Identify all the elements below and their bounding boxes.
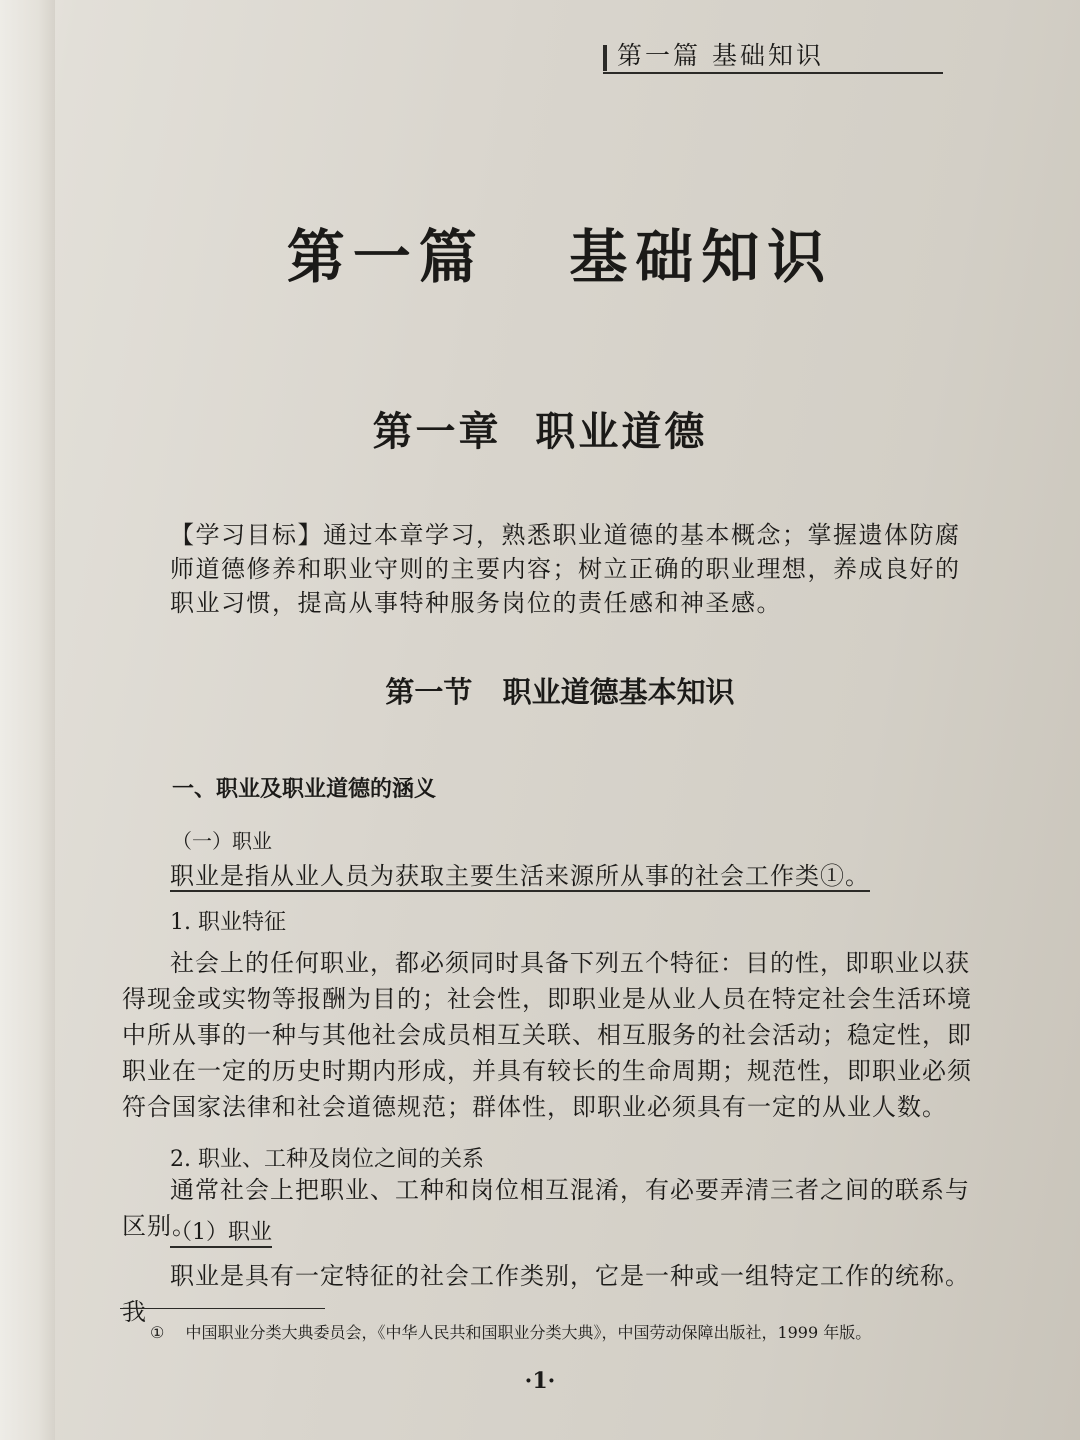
footnote-text: 中国职业分类大典委员会，《中华人民共和国职业分类大典》，中国劳动保障出版社，1999 年版。 <box>185 1323 872 1342</box>
part-title: 第一篇 基础知识 <box>286 223 834 291</box>
item-2-title: 2. 职业、工种及岗位之间的关系 <box>170 1147 484 1172</box>
running-head <box>603 40 943 74</box>
heading-1: 一、职业及职业道德的涵义 <box>172 777 437 802</box>
sub-heading-occupation: （一）职业 <box>172 829 272 853</box>
footnote <box>150 1322 980 1344</box>
item-1-title: 1. 职业特征 <box>170 910 286 935</box>
footnote-mark: ① <box>150 1323 165 1342</box>
definition-paragraph <box>122 858 982 894</box>
item-2-sub-heading: （1）职业 <box>170 1215 272 1248</box>
running-head-text: 第一篇 基础知识 <box>617 41 824 70</box>
page-number: ·1· <box>524 1368 556 1394</box>
item-2-sub-body: 职业是具有一定特征的社会工作类别，它是一种或一组特定工作的统称。我 <box>122 1262 970 1326</box>
section-title: 第一节 职业道德基本知识 <box>385 675 735 709</box>
learning-objective: 【学习目标】通过本章学习，熟悉职业道德的基本概念；掌握遗体防腐师道德修养和职业守则的主要内容；树立正确的职业理想，养成良好的职业习惯，提高从事特种服务岗位的责任感和神圣感。 <box>170 521 961 617</box>
item-1-body: 社会上的任何职业，都必须同时具备下列五个特征：目的性，即职业以获得现金或实物等报酬为目的；社会性，即职业是从业人员在特定社会生活环境中所从事的一种与其他社会成员相互关联、相互服务的社会活动；稳定性，即职业在一定的历史时期内形成，并具有较长的生命周期；规范性，即职业必须符合国家法律和社会道德规范；群体性，即职业必须具有一定的从业人数。 <box>122 949 972 1121</box>
page-gutter <box>0 0 55 1440</box>
chapter-title: 第一章 职业道德 <box>372 408 708 455</box>
footnote-rule <box>120 1308 325 1309</box>
item-2-body: 通常社会上把职业、工种和岗位相互混淆，有必要弄清三者之间的联系与区别。 <box>122 1176 970 1240</box>
definition-text: 职业是指从业人员为获取主要生活来源所从事的社会工作类①。 <box>170 862 870 890</box>
running-head-bar <box>603 45 607 71</box>
